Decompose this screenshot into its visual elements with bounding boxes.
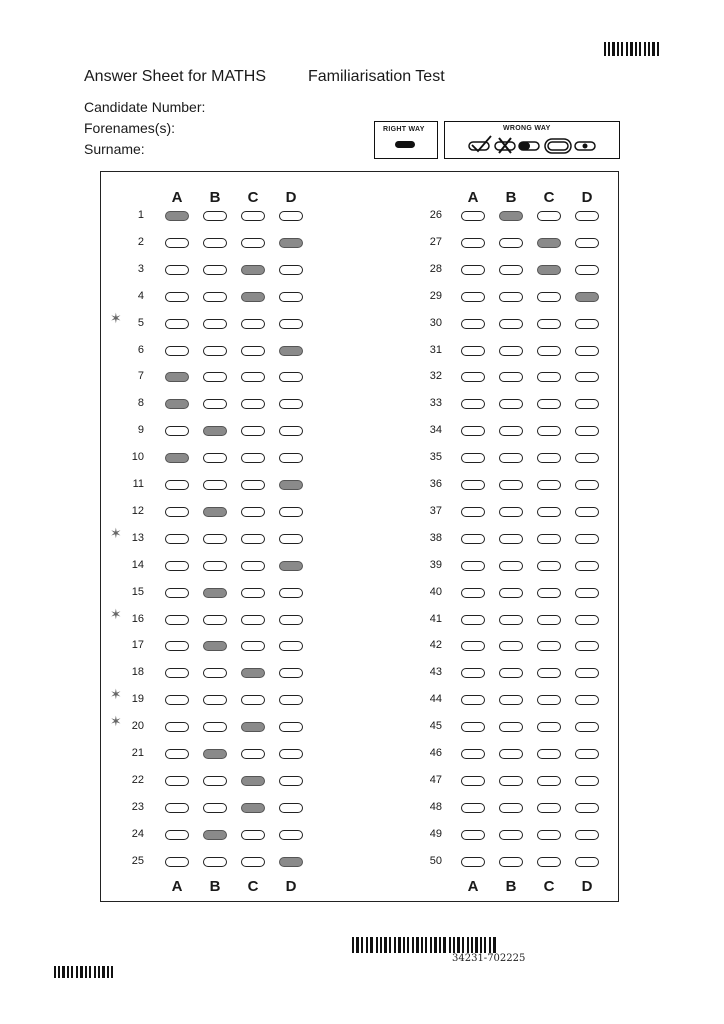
answer-bubble-44-d[interactable]: [575, 695, 599, 705]
answer-bubble-4-b[interactable]: [203, 292, 227, 302]
answer-bubble-15-a[interactable]: [165, 588, 189, 598]
surname-label: Surname:: [84, 141, 145, 157]
answer-bubble-35-b[interactable]: [499, 453, 523, 463]
answer-bubble-22-c[interactable]: [241, 776, 265, 786]
answer-bubble-28-b[interactable]: [499, 265, 523, 275]
answer-bubble-26-c[interactable]: [537, 211, 561, 221]
answer-bubble-5-b[interactable]: [203, 319, 227, 329]
answer-bubble-9-a[interactable]: [165, 426, 189, 436]
answer-bubble-26-b[interactable]: [499, 211, 523, 221]
answer-bubble-37-d[interactable]: [575, 507, 599, 517]
answer-bubble-42-d[interactable]: [575, 641, 599, 651]
answer-bubble-27-b[interactable]: [499, 238, 523, 248]
answer-bubble-21-d[interactable]: [279, 749, 303, 759]
answer-bubble-38-c[interactable]: [537, 534, 561, 544]
answer-bubble-10-c[interactable]: [241, 453, 265, 463]
question-number: 27: [429, 235, 442, 248]
question-number: 29: [429, 289, 442, 302]
answer-bubble-18-d[interactable]: [279, 668, 303, 678]
answer-bubble-46-d[interactable]: [575, 749, 599, 759]
answer-bubble-33-a[interactable]: [461, 399, 485, 409]
answer-bubble-48-d[interactable]: [575, 803, 599, 813]
question-number: 45: [429, 720, 442, 733]
answer-bubble-46-b[interactable]: [499, 749, 523, 759]
answer-bubble-15-c[interactable]: [241, 588, 265, 598]
answer-bubble-29-d[interactable]: [575, 292, 599, 302]
answer-bubble-30-a[interactable]: [461, 319, 485, 329]
answer-bubble-23-a[interactable]: [165, 803, 189, 813]
answer-bubble-29-c[interactable]: [537, 292, 561, 302]
page-subtitle: Familiarisation Test: [308, 68, 445, 85]
answer-bubble-28-a[interactable]: [461, 265, 485, 275]
answer-bubble-25-c[interactable]: [241, 857, 265, 867]
answer-bubble-43-d[interactable]: [575, 668, 599, 678]
answer-bubble-13-d[interactable]: [279, 534, 303, 544]
column-header-a: A: [171, 189, 183, 206]
question-number: 13: [131, 531, 144, 544]
answer-bubble-24-a[interactable]: [165, 830, 189, 840]
answer-bubble-27-d[interactable]: [575, 238, 599, 248]
answer-bubble-8-c[interactable]: [241, 399, 265, 409]
question-number: 49: [429, 827, 442, 840]
barcode-number: 34231-702225: [452, 953, 526, 964]
question-number: 44: [429, 693, 442, 706]
answer-bubble-48-b[interactable]: [499, 803, 523, 813]
answer-bubble-38-d[interactable]: [575, 534, 599, 544]
answer-bubble-40-c[interactable]: [537, 588, 561, 598]
answer-bubble-31-a[interactable]: [461, 346, 485, 356]
barcode-top: [604, 42, 659, 56]
question-number: 37: [429, 504, 442, 517]
question-number: 43: [429, 666, 442, 679]
answer-bubble-17-c[interactable]: [241, 641, 265, 651]
answer-bubble-17-b[interactable]: [203, 641, 227, 651]
barcode-left: [54, 966, 113, 978]
question-number: 32: [429, 370, 442, 383]
answer-bubble-13-c[interactable]: [241, 534, 265, 544]
answer-bubble-33-b[interactable]: [499, 399, 523, 409]
answer-bubble-1-b[interactable]: [203, 211, 227, 221]
answer-bubble-40-a[interactable]: [461, 588, 485, 598]
answer-bubble-24-b[interactable]: [203, 830, 227, 840]
answer-bubble-26-d[interactable]: [575, 211, 599, 221]
answer-bubble-15-d[interactable]: [279, 588, 303, 598]
answer-bubble-12-b[interactable]: [203, 507, 227, 517]
question-number: 40: [429, 585, 442, 598]
answer-bubble-8-d[interactable]: [279, 399, 303, 409]
answer-bubble-42-b[interactable]: [499, 641, 523, 651]
answer-bubble-3-d[interactable]: [279, 265, 303, 275]
wrong-way-box: [444, 121, 620, 159]
answer-bubble-11-c[interactable]: [241, 480, 265, 490]
wrong-way-label: WRONG WAY: [503, 125, 551, 132]
answer-bubble-13-b[interactable]: [203, 534, 227, 544]
answer-bubble-34-c[interactable]: [537, 426, 561, 436]
question-number: 10: [131, 451, 144, 464]
answer-bubble-49-d[interactable]: [575, 830, 599, 840]
answer-bubble-47-d[interactable]: [575, 776, 599, 786]
question-number: 11: [132, 478, 144, 490]
answer-bubble-10-a[interactable]: [165, 453, 189, 463]
question-number: 36: [429, 478, 442, 490]
answer-bubble-4-d[interactable]: [279, 292, 303, 302]
column-header-b: B: [209, 189, 221, 206]
question-number: 50: [429, 854, 442, 867]
question-number: 1: [137, 209, 144, 221]
answer-bubble-6-b[interactable]: [203, 346, 227, 356]
column-footer-b: B: [209, 878, 221, 895]
question-number: 34: [429, 424, 442, 437]
answer-bubble-32-a[interactable]: [461, 372, 485, 382]
question-number: 20: [131, 720, 144, 733]
answer-bubble-7-a[interactable]: [165, 372, 189, 382]
answer-bubble-41-d[interactable]: [575, 615, 599, 625]
answer-bubble-34-b[interactable]: [499, 426, 523, 436]
answer-bubble-23-c[interactable]: [241, 803, 265, 813]
answer-bubble-6-c[interactable]: [241, 346, 265, 356]
question-number: 15: [131, 585, 144, 598]
answer-bubble-40-d[interactable]: [575, 588, 599, 598]
answer-bubble-30-d[interactable]: [575, 319, 599, 329]
answer-bubble-27-c[interactable]: [537, 238, 561, 248]
answer-bubble-42-c[interactable]: [537, 641, 561, 651]
answer-bubble-31-d[interactable]: [575, 346, 599, 356]
answer-bubble-45-b[interactable]: [499, 722, 523, 732]
answer-bubble-7-d[interactable]: [279, 372, 303, 382]
answer-bubble-25-d[interactable]: [279, 857, 303, 867]
barcode-bottom: [352, 937, 496, 953]
answer-bubble-11-a[interactable]: [165, 480, 189, 490]
answer-bubble-3-c[interactable]: [241, 265, 265, 275]
question-number: 8: [137, 397, 144, 410]
answer-bubble-38-a[interactable]: [461, 534, 485, 544]
column-header-c: C: [543, 189, 555, 206]
answer-bubble-32-b[interactable]: [499, 372, 523, 382]
answer-bubble-43-b[interactable]: [499, 668, 523, 678]
page-title: Answer Sheet for MATHS: [84, 68, 266, 85]
answer-bubble-12-c[interactable]: [241, 507, 265, 517]
margin-tick-mark: ✶: [110, 605, 122, 622]
column-header-a: A: [467, 189, 479, 206]
margin-tick-mark: ✶: [110, 309, 122, 326]
answer-bubble-19-b[interactable]: [203, 695, 227, 705]
answer-bubble-50-b[interactable]: [499, 857, 523, 867]
answer-bubble-35-a[interactable]: [461, 453, 485, 463]
wrong-way-examples-icon: [447, 133, 617, 157]
answer-bubble-9-b[interactable]: [203, 426, 227, 436]
column-footer-c: C: [247, 878, 259, 895]
answer-bubble-14-d[interactable]: [279, 561, 303, 571]
answer-bubble-35-d[interactable]: [575, 453, 599, 463]
answer-bubble-28-c[interactable]: [537, 265, 561, 275]
answer-bubble-25-a[interactable]: [165, 857, 189, 867]
answer-bubble-11-b[interactable]: [203, 480, 227, 490]
answer-bubble-18-a[interactable]: [165, 668, 189, 678]
question-number: 9: [137, 424, 144, 437]
answer-bubble-45-a[interactable]: [461, 722, 485, 732]
answer-bubble-12-a[interactable]: [165, 507, 189, 517]
answer-bubble-34-d[interactable]: [575, 426, 599, 436]
answer-bubble-20-d[interactable]: [279, 722, 303, 732]
answer-bubble-43-a[interactable]: [461, 668, 485, 678]
answer-bubble-46-c[interactable]: [537, 749, 561, 759]
answer-bubble-31-b[interactable]: [499, 346, 523, 356]
margin-tick-mark: ✶: [110, 686, 122, 703]
answer-bubble-10-d[interactable]: [279, 453, 303, 463]
margin-tick-mark: ✶: [110, 524, 122, 541]
answer-bubble-11-d[interactable]: [279, 480, 303, 490]
question-number: 28: [429, 262, 442, 275]
question-number: 6: [137, 343, 144, 356]
answer-bubble-19-c[interactable]: [241, 695, 265, 705]
answer-bubble-24-d[interactable]: [279, 830, 303, 840]
answer-bubble-36-d[interactable]: [575, 480, 599, 490]
answer-bubble-20-c[interactable]: [241, 722, 265, 732]
answer-bubble-20-b[interactable]: [203, 722, 227, 732]
answer-bubble-27-a[interactable]: [461, 238, 485, 248]
question-number: 24: [131, 827, 144, 840]
answer-bubble-50-c[interactable]: [537, 857, 561, 867]
answer-bubble-36-a[interactable]: [461, 480, 485, 490]
answer-bubble-12-d[interactable]: [279, 507, 303, 517]
answer-bubble-4-c[interactable]: [241, 292, 265, 302]
question-number: 5: [137, 316, 144, 329]
answer-bubble-47-b[interactable]: [499, 776, 523, 786]
question-number: 3: [137, 262, 144, 275]
question-number: 38: [429, 531, 442, 544]
answer-bubble-23-b[interactable]: [203, 803, 227, 813]
answer-bubble-28-d[interactable]: [575, 265, 599, 275]
answer-bubble-18-c[interactable]: [241, 668, 265, 678]
question-number: 26: [429, 209, 442, 221]
answer-bubble-1-d[interactable]: [279, 211, 303, 221]
answer-bubble-44-a[interactable]: [461, 695, 485, 705]
question-number: 41: [429, 612, 442, 625]
margin-tick-mark: ✶: [110, 713, 122, 730]
answer-bubble-25-b[interactable]: [203, 857, 227, 867]
answer-bubble-40-b[interactable]: [499, 588, 523, 598]
answer-bubble-29-b[interactable]: [499, 292, 523, 302]
answer-bubble-6-a[interactable]: [165, 346, 189, 356]
question-number: 25: [131, 854, 144, 867]
answer-bubble-23-d[interactable]: [279, 803, 303, 813]
filled-bubble-example: [395, 141, 415, 148]
answer-bubble-4-a[interactable]: [165, 292, 189, 302]
answer-bubble-1-c[interactable]: [241, 211, 265, 221]
answer-bubble-15-b[interactable]: [203, 588, 227, 598]
answer-bubble-49-c[interactable]: [537, 830, 561, 840]
question-number: 30: [429, 316, 442, 329]
answer-bubble-1-a[interactable]: [165, 211, 189, 221]
answer-bubble-49-a[interactable]: [461, 830, 485, 840]
answer-bubble-36-c[interactable]: [537, 480, 561, 490]
question-number: 47: [429, 773, 442, 786]
answer-bubble-41-b[interactable]: [499, 615, 523, 625]
question-number: 18: [131, 666, 144, 679]
answer-bubble-50-a[interactable]: [461, 857, 485, 867]
question-number: 2: [137, 235, 144, 248]
answer-bubble-50-d[interactable]: [575, 857, 599, 867]
answer-bubble-8-b[interactable]: [203, 399, 227, 409]
answer-bubble-26-a[interactable]: [461, 211, 485, 221]
answer-bubble-2-d[interactable]: [279, 238, 303, 248]
answer-bubble-39-d[interactable]: [575, 561, 599, 571]
answer-bubble-38-b[interactable]: [499, 534, 523, 544]
answer-bubble-14-b[interactable]: [203, 561, 227, 571]
answer-bubble-30-b[interactable]: [499, 319, 523, 329]
question-number: 14: [131, 558, 144, 571]
answer-bubble-20-a[interactable]: [165, 722, 189, 732]
answer-bubble-7-c[interactable]: [241, 372, 265, 382]
answer-bubble-32-d[interactable]: [575, 372, 599, 382]
answer-bubble-9-c[interactable]: [241, 426, 265, 436]
answer-bubble-16-c[interactable]: [241, 615, 265, 625]
answer-bubble-3-a[interactable]: [165, 265, 189, 275]
answer-bubble-48-c[interactable]: [537, 803, 561, 813]
answer-bubble-45-c[interactable]: [537, 722, 561, 732]
answer-bubble-48-a[interactable]: [461, 803, 485, 813]
answer-bubble-47-a[interactable]: [461, 776, 485, 786]
answer-bubble-2-c[interactable]: [241, 238, 265, 248]
answer-bubble-39-b[interactable]: [499, 561, 523, 571]
answer-bubble-6-d[interactable]: [279, 346, 303, 356]
question-number: 19: [131, 693, 144, 706]
question-number: 12: [131, 504, 144, 517]
answer-bubble-47-c[interactable]: [537, 776, 561, 786]
column-footer-d: D: [285, 878, 297, 895]
answer-bubble-24-c[interactable]: [241, 830, 265, 840]
answer-bubble-22-d[interactable]: [279, 776, 303, 786]
column-header-d: D: [581, 189, 593, 206]
answer-bubble-17-d[interactable]: [279, 641, 303, 651]
answer-bubble-16-d[interactable]: [279, 615, 303, 625]
question-number: 48: [429, 800, 442, 813]
column-header-b: B: [505, 189, 517, 206]
answer-bubble-39-c[interactable]: [537, 561, 561, 571]
column-footer-d: D: [581, 878, 593, 895]
answer-bubble-37-b[interactable]: [499, 507, 523, 517]
forenames-label: Forenames(s):: [84, 120, 176, 136]
answer-bubble-44-c[interactable]: [537, 695, 561, 705]
answer-bubble-44-b[interactable]: [499, 695, 523, 705]
answer-bubble-29-a[interactable]: [461, 292, 485, 302]
answer-bubble-9-d[interactable]: [279, 426, 303, 436]
answer-bubble-37-a[interactable]: [461, 507, 485, 517]
answer-bubble-2-a[interactable]: [165, 238, 189, 248]
answer-bubble-5-c[interactable]: [241, 319, 265, 329]
question-number: 42: [429, 639, 442, 652]
answer-bubble-32-c[interactable]: [537, 372, 561, 382]
question-number: 23: [131, 800, 144, 813]
answer-bubble-16-a[interactable]: [165, 615, 189, 625]
right-way-label: RIGHT WAY: [383, 126, 425, 133]
answer-bubble-14-c[interactable]: [241, 561, 265, 571]
answer-bubble-22-a[interactable]: [165, 776, 189, 786]
answer-bubble-31-c[interactable]: [537, 346, 561, 356]
answer-bubble-22-b[interactable]: [203, 776, 227, 786]
answer-bubble-13-a[interactable]: [165, 534, 189, 544]
question-number: 22: [131, 773, 144, 786]
answer-bubble-45-d[interactable]: [575, 722, 599, 732]
answer-bubble-21-c[interactable]: [241, 749, 265, 759]
question-number: 33: [429, 397, 442, 410]
answer-bubble-3-b[interactable]: [203, 265, 227, 275]
answer-bubble-19-a[interactable]: [165, 695, 189, 705]
answer-bubble-46-a[interactable]: [461, 749, 485, 759]
answer-bubble-16-b[interactable]: [203, 615, 227, 625]
question-number: 31: [429, 343, 442, 356]
answer-bubble-49-b[interactable]: [499, 830, 523, 840]
answer-bubble-21-a[interactable]: [165, 749, 189, 759]
answer-bubble-10-b[interactable]: [203, 453, 227, 463]
answer-bubble-2-b[interactable]: [203, 238, 227, 248]
question-number: 7: [137, 370, 144, 383]
question-number: 4: [137, 289, 144, 302]
answer-bubble-8-a[interactable]: [165, 399, 189, 409]
answer-bubble-39-a[interactable]: [461, 561, 485, 571]
answer-bubble-7-b[interactable]: [203, 372, 227, 382]
answer-bubble-35-c[interactable]: [537, 453, 561, 463]
answer-bubble-37-c[interactable]: [537, 507, 561, 517]
column-footer-c: C: [543, 878, 555, 895]
answer-bubble-34-a[interactable]: [461, 426, 485, 436]
question-number: 35: [429, 451, 442, 464]
answer-bubble-42-a[interactable]: [461, 641, 485, 651]
question-number: 39: [429, 558, 442, 571]
answer-bubble-30-c[interactable]: [537, 319, 561, 329]
answer-bubble-14-a[interactable]: [165, 561, 189, 571]
column-footer-a: A: [171, 878, 183, 895]
answer-bubble-17-a[interactable]: [165, 641, 189, 651]
question-number: 46: [429, 747, 442, 759]
column-footer-b: B: [505, 878, 517, 895]
candidate-number-label: Candidate Number:: [84, 99, 206, 115]
answer-bubble-41-a[interactable]: [461, 615, 485, 625]
answer-bubble-5-a[interactable]: [165, 319, 189, 329]
answer-bubble-18-b[interactable]: [203, 668, 227, 678]
answer-bubble-43-c[interactable]: [537, 668, 561, 678]
answer-bubble-19-d[interactable]: [279, 695, 303, 705]
question-number: 21: [131, 747, 144, 759]
answer-bubble-21-b[interactable]: [203, 749, 227, 759]
right-way-box: [374, 121, 438, 159]
question-number: 16: [131, 612, 144, 625]
answer-bubble-36-b[interactable]: [499, 480, 523, 490]
answer-bubble-41-c[interactable]: [537, 615, 561, 625]
column-footer-a: A: [467, 878, 479, 895]
answer-bubble-33-d[interactable]: [575, 399, 599, 409]
question-number: 17: [131, 639, 144, 652]
answer-bubble-33-c[interactable]: [537, 399, 561, 409]
column-header-d: D: [285, 189, 297, 206]
answer-bubble-5-d[interactable]: [279, 319, 303, 329]
column-header-c: C: [247, 189, 259, 206]
